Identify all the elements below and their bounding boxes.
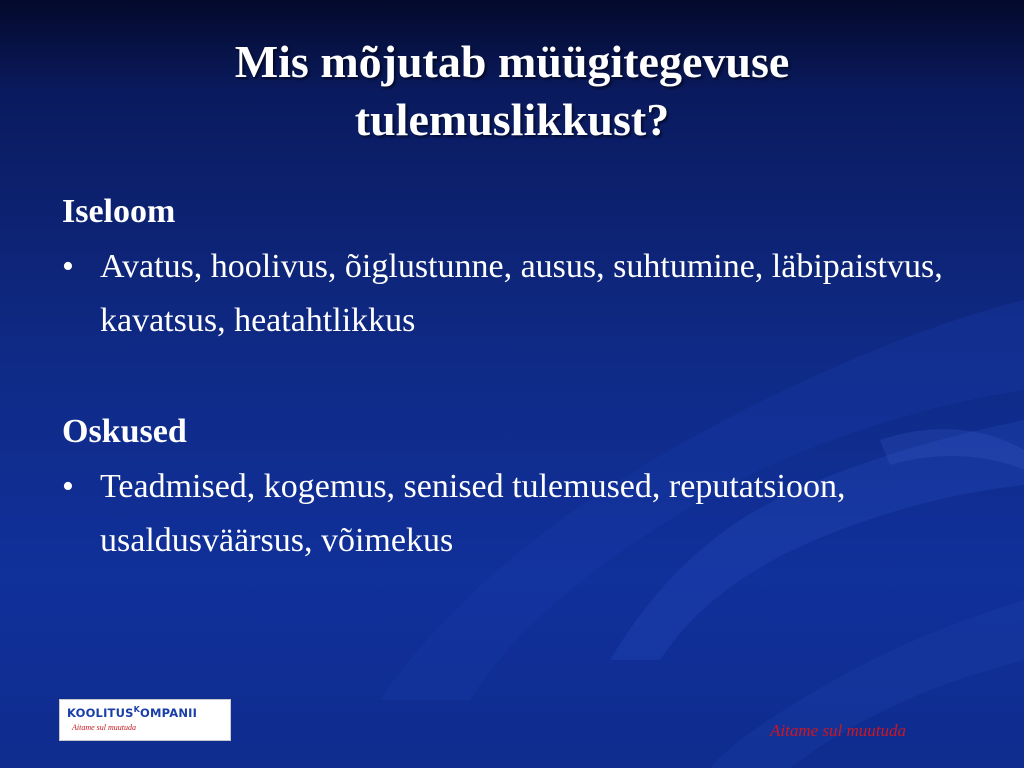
company-logo [59,699,231,741]
bullet-text-iseloom: Avatus, hoolivus, õiglustunne, ausus, suhtumine, läbipaistvus, kavatsus, heatahtlikkus [100,248,943,339]
bullet-text-oskused: Teadmised, kogemus, senised tulemused, reputatsioon, usaldusväärsus, võimekus [100,468,846,559]
slide-title-line-2: tulemuslikkust? [354,94,670,145]
bullet-item-iseloom [62,240,980,348]
section-heading-iseloom: Iseloom [62,193,176,230]
bullet-icon: • [62,248,74,285]
logo-wordmark: $KOOLITUS^KOMPANII$ [67,705,198,720]
bullet-item-oskused [62,460,980,568]
section-heading-oskused: Oskused [62,413,187,450]
slide-title [0,33,1024,149]
footer-tagline: Aitame sul muutuda [770,721,906,740]
slide-title-line-1: Mis mõjutab müügitegevuse [234,36,790,87]
logo-subtitle: Aitame sul muutuda [72,723,136,732]
bullet-icon: • [62,468,74,505]
